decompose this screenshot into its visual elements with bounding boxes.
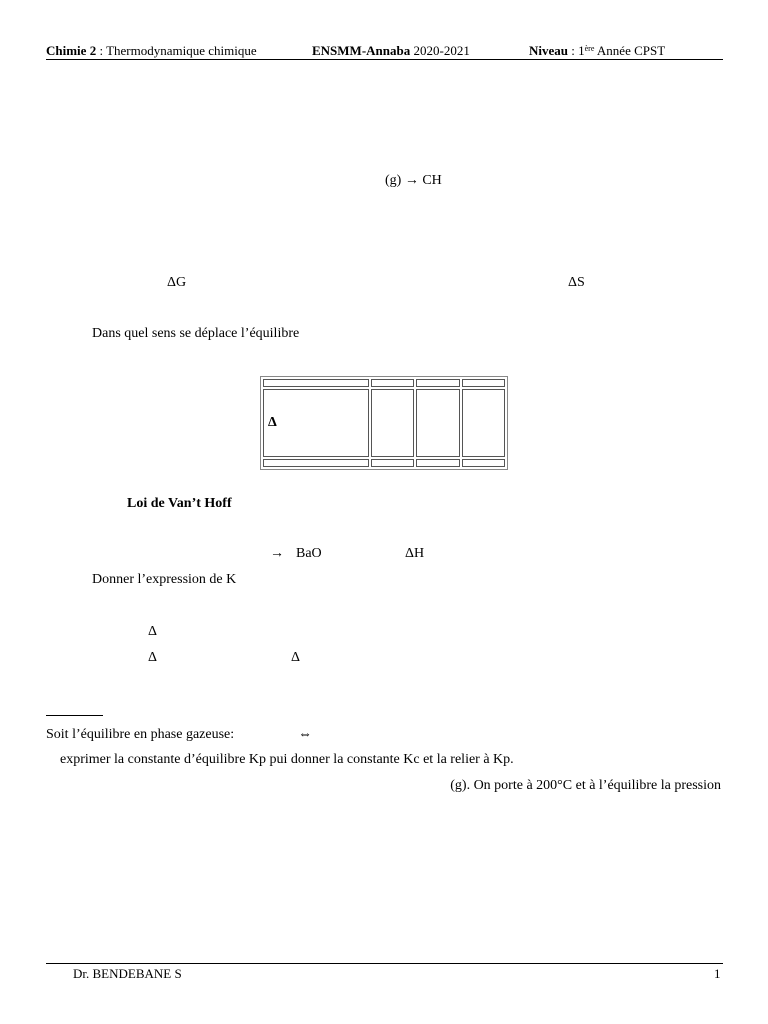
- header-school: [312, 43, 470, 59]
- section-divider: [46, 715, 103, 716]
- header-rule: [46, 59, 723, 60]
- vant-hoff-heading: Loi de Van’t Hoff: [127, 496, 232, 511]
- kp-kc-instruction: exprimer la constante d’équilibre Kp pui donner la constante Kc et la relier à Kp.: [60, 752, 514, 767]
- expression-k-question: Donner l’expression de K: [92, 572, 237, 587]
- delta-h-label: ΔH: [405, 546, 425, 561]
- header-course: [46, 43, 257, 59]
- delta-symbol-2: Δ: [148, 650, 158, 665]
- reaction-fragment: (g) → CH: [385, 173, 442, 188]
- equilibrium-shift-question: Dans quel sens se déplace l’équilibre: [92, 326, 300, 341]
- table-cell: [416, 459, 459, 467]
- footer-rule: [46, 963, 723, 964]
- reaction-arrow: →: [270, 546, 284, 561]
- table-cell: [263, 459, 369, 467]
- bao-product: BaO: [296, 546, 322, 561]
- header-level: [529, 43, 665, 59]
- school-name: ENSMM-Annaba: [312, 43, 411, 58]
- course-name: Chimie 2: [46, 43, 97, 58]
- footer-author: Dr. BENDEBANE S: [73, 966, 182, 981]
- delta-symbol-3: Δ: [291, 650, 301, 665]
- table-cell: [462, 459, 505, 467]
- table-cell: [371, 459, 414, 467]
- level-name: Année CPST: [594, 43, 666, 58]
- delta-s-label: ΔS: [568, 275, 585, 290]
- table-row: [263, 459, 505, 467]
- level-label: Niveau: [529, 43, 568, 58]
- level-number: : 1: [568, 43, 585, 58]
- equilibrium-arrow-icon: ⇔: [298, 727, 312, 742]
- table-cell: [263, 379, 369, 387]
- table-cell: [416, 379, 459, 387]
- delta-symbol-1: Δ: [148, 624, 158, 639]
- page-number: 1: [714, 966, 721, 981]
- table-row: [263, 379, 505, 387]
- table-cell: [371, 379, 414, 387]
- properties-table: [260, 376, 508, 470]
- table-cell: [416, 389, 459, 458]
- table-cell: [462, 389, 505, 458]
- pressure-statement: (g). On porte à 200°C et à l’équilibre la pression: [450, 778, 721, 793]
- course-subject: : Thermodynamique chimique: [96, 43, 257, 58]
- table-cell: [462, 379, 505, 387]
- delta-g-label: ΔG: [167, 275, 187, 290]
- table-row: [263, 389, 505, 458]
- gas-equilibrium-statement: Soit l’équilibre en phase gazeuse:: [46, 727, 235, 742]
- level-superscript: ère: [584, 44, 595, 53]
- school-year: 2020-2021: [410, 43, 470, 58]
- table-cell-delta: Δ: [263, 389, 369, 458]
- table-cell: [371, 389, 414, 458]
